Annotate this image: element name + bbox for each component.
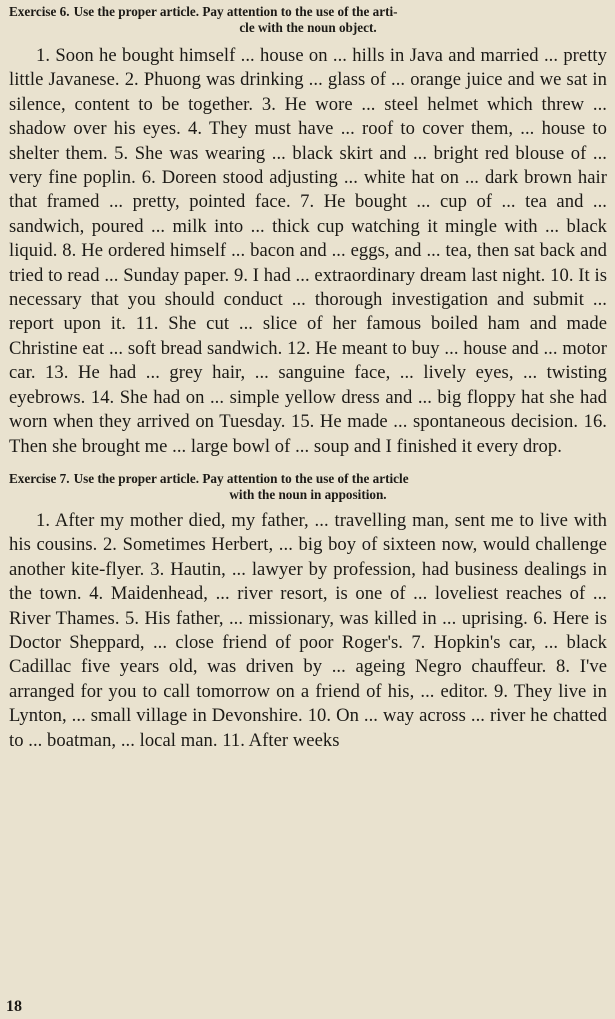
exercise-6-instruction-line1: Use the proper article. Pay attention to the use of the arti-: [73, 4, 398, 19]
exercise-7-instruction-line1: Use the proper article. Pay attention to the use of the article: [73, 470, 409, 486]
exercise-6-text: 1. Soon he bought himself ... house on ... hills in Java and married ... pretty little Javanese. 2. Phuong was drinking ... glass of ... orange juice and we sat in silence, content to be together. 3. He wore ... steel helmet which threw ... shadow over his eyes. 4. They must have ... roof to cover them, ... house to shelter them. 5. She was wearing ... black skirt and ... bright red blouse of ... very fine poplin. 6. Doreen stood adjusting ... white hat on ... dark brown hair that framed ... pretty, pointed face. 7. He bought ... cup of ... tea and ... sandwich, poured ... milk into ... thick cup watching it mingle with ... black liquid. 8. He ordered himself ... bacon and ... eggs, and ... tea, then sat back and tried to read ... Sunday paper. 9. I had ... extraordinary dream last night. 10. It is necessary that you should conduct ... thorough investigation and submit ... report upon it. 11. She cut ... slice of her famous boiled ham and made Christine eat ... soft bread sandwich. 12. He meant to buy ... house and ... motor car. 13. He had ... grey hair, ... sanguine face, ... lively eyes, ... twisting eyebrows. 14. She had on ... simple yellow dress and ... big floppy hat she had worn when they arrived on Tuesday. 15. He made ... spontaneous decision. 16. Then she brought me ... large bowl of ... soup and I finished it every drop.: [9, 45, 607, 457]
exercise-7-label: Exercise 7.: [9, 470, 70, 486]
exercise-7-heading: [9, 471, 607, 503]
page-number: 18: [6, 998, 22, 1015]
exercise-7-instruction-line2: with the noun in apposition.: [229, 486, 387, 502]
exercise-6-label: Exercise 6.: [9, 4, 70, 19]
exercise-6-heading: [9, 4, 607, 36]
textbook-page: [9, 4, 607, 753]
exercise-7-text: 1. After my mother died, my father, ... travelling man, sent me to live with his cousins. 2. Sometimes Herbert, ... big boy of sixteen now, would challenge another kite-flyer. 3. Hautin, ... lawyer by profession, had business dealings in the town. 4. Maidenhead, ... river resort, is one of ... loveliest reaches of ... River Thames. 5. His father, ... missionary, was killed in ... uprising. 6. Here is Doctor Sheppard, ... close friend of poor Roger's. 7. Hopkin's car, ... black Cadillac five years old, was driven by ... ageing Negro chauffeur. 8. I've arranged for you to call tomorrow on a friend of his, ... editor. 9. They live in Lynton, ... small village in Devonshire. 10. On ... way across ... river he chatted to ... boatman, ... local man. 11. After weeks: [9, 509, 607, 751]
exercise-6: [9, 4, 607, 459]
exercise-7: [9, 471, 607, 753]
exercise-6-instruction-line2: cle with the noun object.: [239, 20, 377, 35]
